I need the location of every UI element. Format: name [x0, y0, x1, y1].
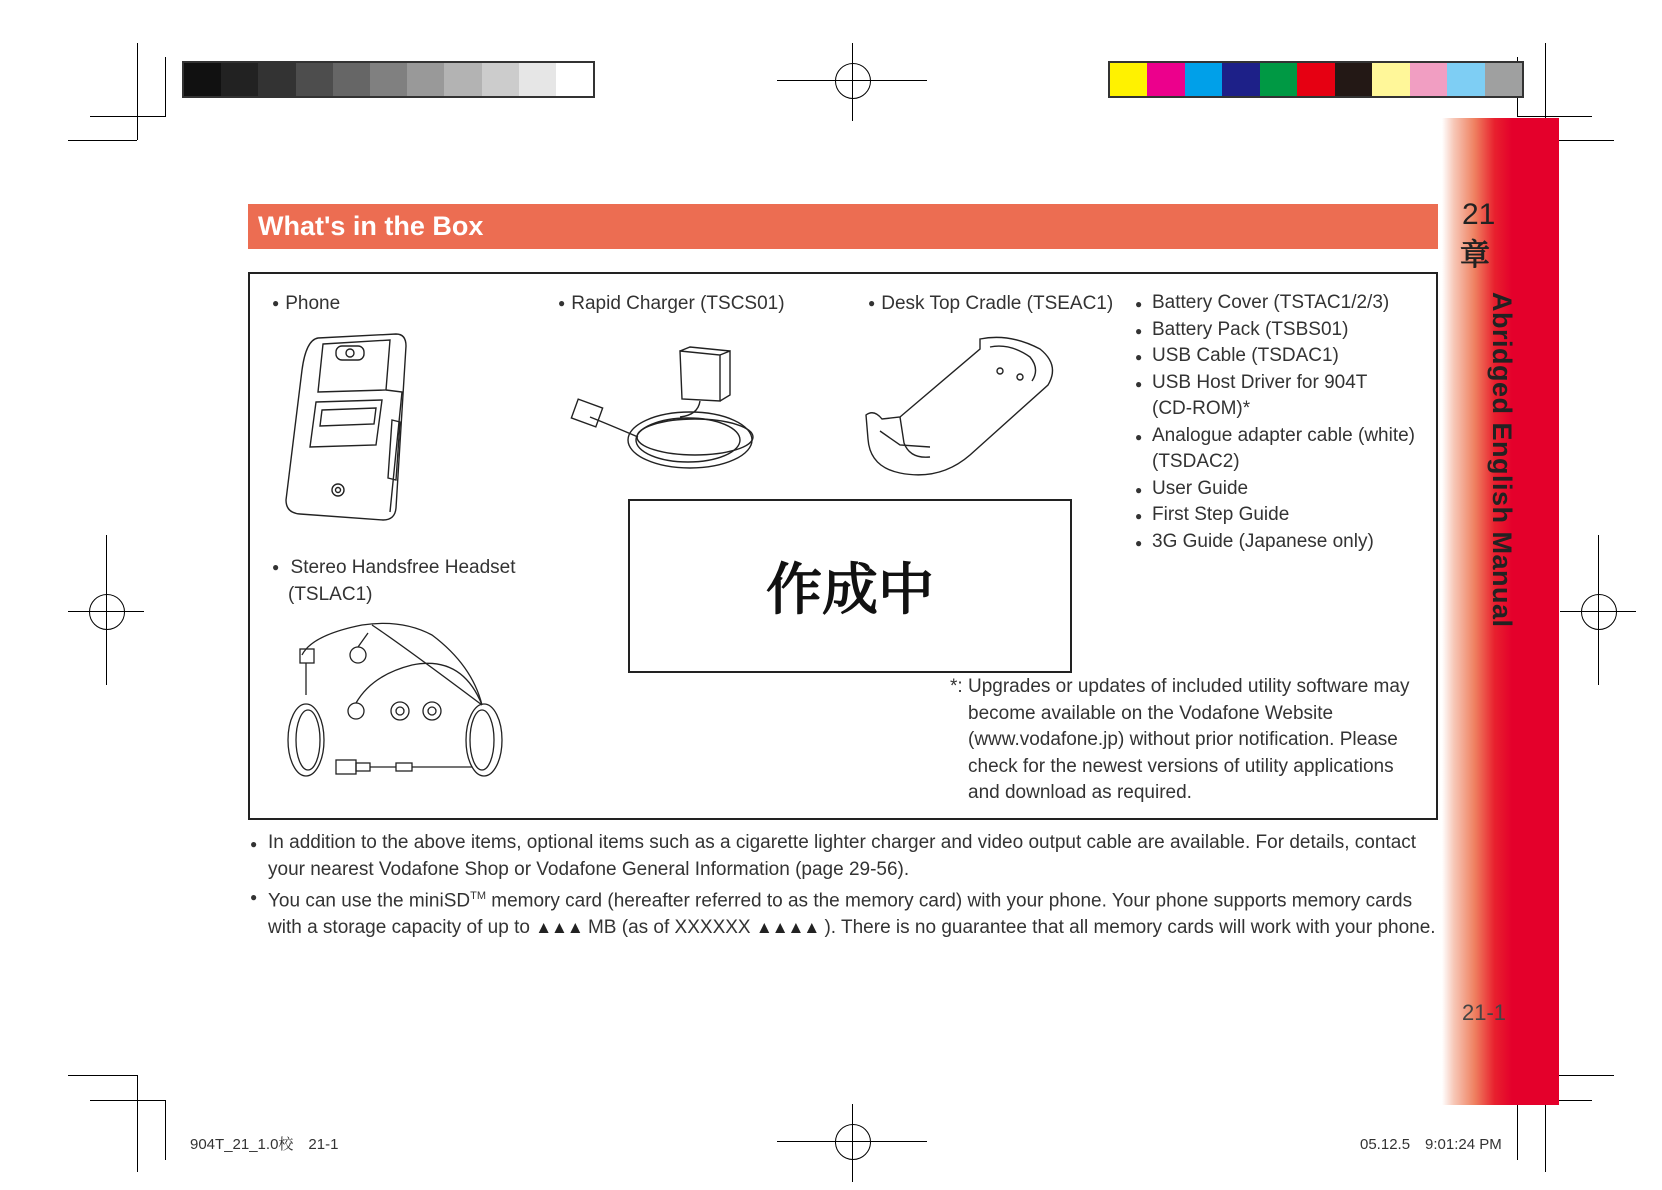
footer-file-info: 904T_21_1.0校 21-1: [190, 1136, 339, 1153]
color-bar-swatch: [1222, 63, 1259, 96]
note-memory-card-text-c: MB (as of XXXXXX: [582, 916, 756, 938]
gray-bar-swatch: [258, 63, 295, 96]
trademark-mark: TM: [470, 890, 486, 902]
accessory-list-item: ● User Guide: [1135, 476, 1415, 503]
footnote-marker: *:: [950, 676, 963, 697]
accessory-list-item: ● Battery Cover (TSTAC1/2/3): [1135, 290, 1415, 317]
placeholder-triangles-2: ▲▲▲▲: [755, 917, 820, 937]
placeholder-triangles-1: ▲▲▲: [535, 917, 583, 937]
color-bar-swatch: [1335, 63, 1372, 96]
charger-illustration: [570, 345, 760, 480]
grayscale-bar: [182, 61, 595, 98]
section-header: What's in the Box: [248, 204, 1438, 249]
gray-bar-swatch: [519, 63, 556, 96]
accessory-list-item: (TSDAC2): [1152, 451, 1240, 472]
accessory-list-item: ● USB Host Driver for 904T: [1135, 370, 1415, 397]
color-bar-swatch: [1410, 63, 1447, 96]
gray-bar-swatch: [407, 63, 444, 96]
accessory-list-item: ● First Step Guide: [1135, 502, 1415, 529]
gray-bar-swatch: [221, 63, 258, 96]
item-headset-model: (TSLAC1): [288, 584, 373, 605]
note-memory-card-text-a: You can use the miniSD: [268, 890, 471, 912]
color-bar-swatch: [1297, 63, 1334, 96]
gray-bar-swatch: [556, 63, 593, 96]
phone-illustration: [278, 330, 418, 525]
item-headset: [272, 555, 516, 608]
accessory-list-item: ● Battery Pack (TSBS01): [1135, 317, 1415, 344]
chapter-number: 21: [1462, 198, 1496, 231]
gray-bar-swatch: [333, 63, 370, 96]
accessory-list: [1135, 290, 1415, 555]
notes-section: [250, 830, 1440, 941]
gray-bar-swatch: [296, 63, 333, 96]
color-bar-swatch: [1485, 63, 1522, 96]
item-charger: [558, 291, 785, 318]
item-phone-label: Phone: [285, 293, 341, 314]
headset-illustration: [272, 615, 522, 790]
item-cradle-label: Desk Top Cradle (TSEAC1): [881, 293, 1114, 314]
footnote: [950, 674, 1410, 807]
footer-timestamp: 05.12.5 9:01:24 PM: [1360, 1136, 1502, 1153]
gray-bar-swatch: [444, 63, 481, 96]
color-bar-swatch: [1260, 63, 1297, 96]
accessory-list-item: ● Analogue adapter cable (white): [1135, 423, 1415, 450]
color-calibration-bar: [1108, 61, 1524, 98]
item-phone: [272, 291, 340, 318]
gray-bar-swatch: [184, 63, 221, 96]
color-bar-swatch: [1372, 63, 1409, 96]
note-memory-card-text-b: memory card (hereafter referred to as the memory card) with your phone. Your phone supports memory cards with a storage capacity of up to: [268, 890, 1413, 938]
accessory-list-item: ● 3G Guide (Japanese only): [1135, 529, 1415, 556]
item-cradle: [868, 291, 1113, 318]
item-headset-label: Stereo Handsfree Headset: [290, 557, 516, 578]
chapter-kanji: 章: [1460, 239, 1490, 272]
accessory-list-item: (CD-ROM)*: [1152, 398, 1251, 419]
accessory-list-item: ● USB Cable (TSDAC1): [1135, 343, 1415, 370]
cradle-illustration: [860, 335, 1060, 485]
color-bar-swatch: [1147, 63, 1184, 96]
item-charger-label: Rapid Charger (TSCS01): [571, 293, 785, 314]
gray-bar-swatch: [370, 63, 407, 96]
chapter-title: Abridged English Manual: [1487, 292, 1517, 628]
footnote-text: Upgrades or updates of included utility software may become available on the Vodafone Website (www.vodafone.jp) without prior notification. Please check for the newest versions of utility applications and download as required.: [968, 676, 1410, 803]
color-bar-swatch: [1110, 63, 1147, 96]
color-bar-swatch: [1185, 63, 1222, 96]
color-bar-swatch: [1447, 63, 1484, 96]
note-memory-card-text-d: ). There is no guarantee that all memory cards will work with your phone.: [819, 916, 1436, 938]
page-number: 21-1: [1462, 1000, 1507, 1025]
draft-stamp: 作成中: [628, 499, 1072, 673]
note-optional-items: ● In addition to the above items, optional items such as a cigarette lighter charger and video output cable are available. For details, contact your nearest Vodafone Shop or Vodafone General Information (page 29-56).: [250, 830, 1440, 883]
gray-bar-swatch: [482, 63, 519, 96]
note-memory-card: [250, 883, 1440, 941]
